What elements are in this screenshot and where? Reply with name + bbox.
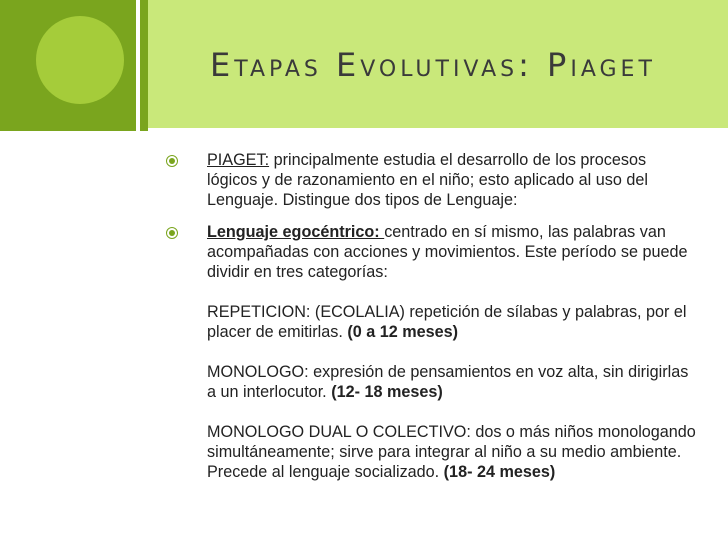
bullet-text: principalmente estudia el desarrollo de los procesos lógicos y de razonamiento en el niño; esto aplicado al uso del Lenguaje. Distingue dos tipos de Lenguaje:	[207, 151, 648, 209]
category-repeticion	[207, 302, 696, 342]
bullet-icon	[166, 155, 178, 167]
category-age: (12- 18 meses)	[331, 383, 443, 401]
category-monologo-dual	[207, 422, 696, 482]
bullet-text: centrado en sí mismo, las palabras van acompañadas con acciones y movimientos. Este período se puede dividir en tres categorías:	[207, 223, 688, 281]
category-text: MONOLOGO: expresión de pensamientos en voz alta, sin dirigirlas a un interlocutor.	[207, 363, 689, 401]
bullet-item-egocentrico	[166, 222, 696, 482]
category-age: (0 a 12 meses)	[347, 323, 459, 341]
decorative-circle	[36, 16, 124, 104]
bullet-item-piaget	[166, 150, 696, 210]
bullet-label: Lenguaje egocéntrico:	[207, 223, 385, 241]
header-rule	[148, 128, 728, 131]
bullet-icon	[166, 227, 178, 239]
slide-title: Etapas Evolutivas: Piaget	[210, 46, 656, 84]
accent-separator	[136, 0, 140, 131]
category-monologo	[207, 362, 696, 402]
category-text: REPETICION: (ECOLALIA) repetición de sílabas y palabras, por el placer de emitirlas.	[207, 303, 687, 341]
category-text: MONOLOGO DUAL O COLECTIVO: dos o más niños monologando simultáneamente; sirve para integrar al niño a su medio ambiente. Precede al lenguaje socializado.	[207, 423, 696, 481]
slide-body	[166, 150, 696, 494]
category-age: (18- 24 meses)	[443, 463, 556, 481]
bullet-label: PIAGET:	[207, 151, 270, 169]
